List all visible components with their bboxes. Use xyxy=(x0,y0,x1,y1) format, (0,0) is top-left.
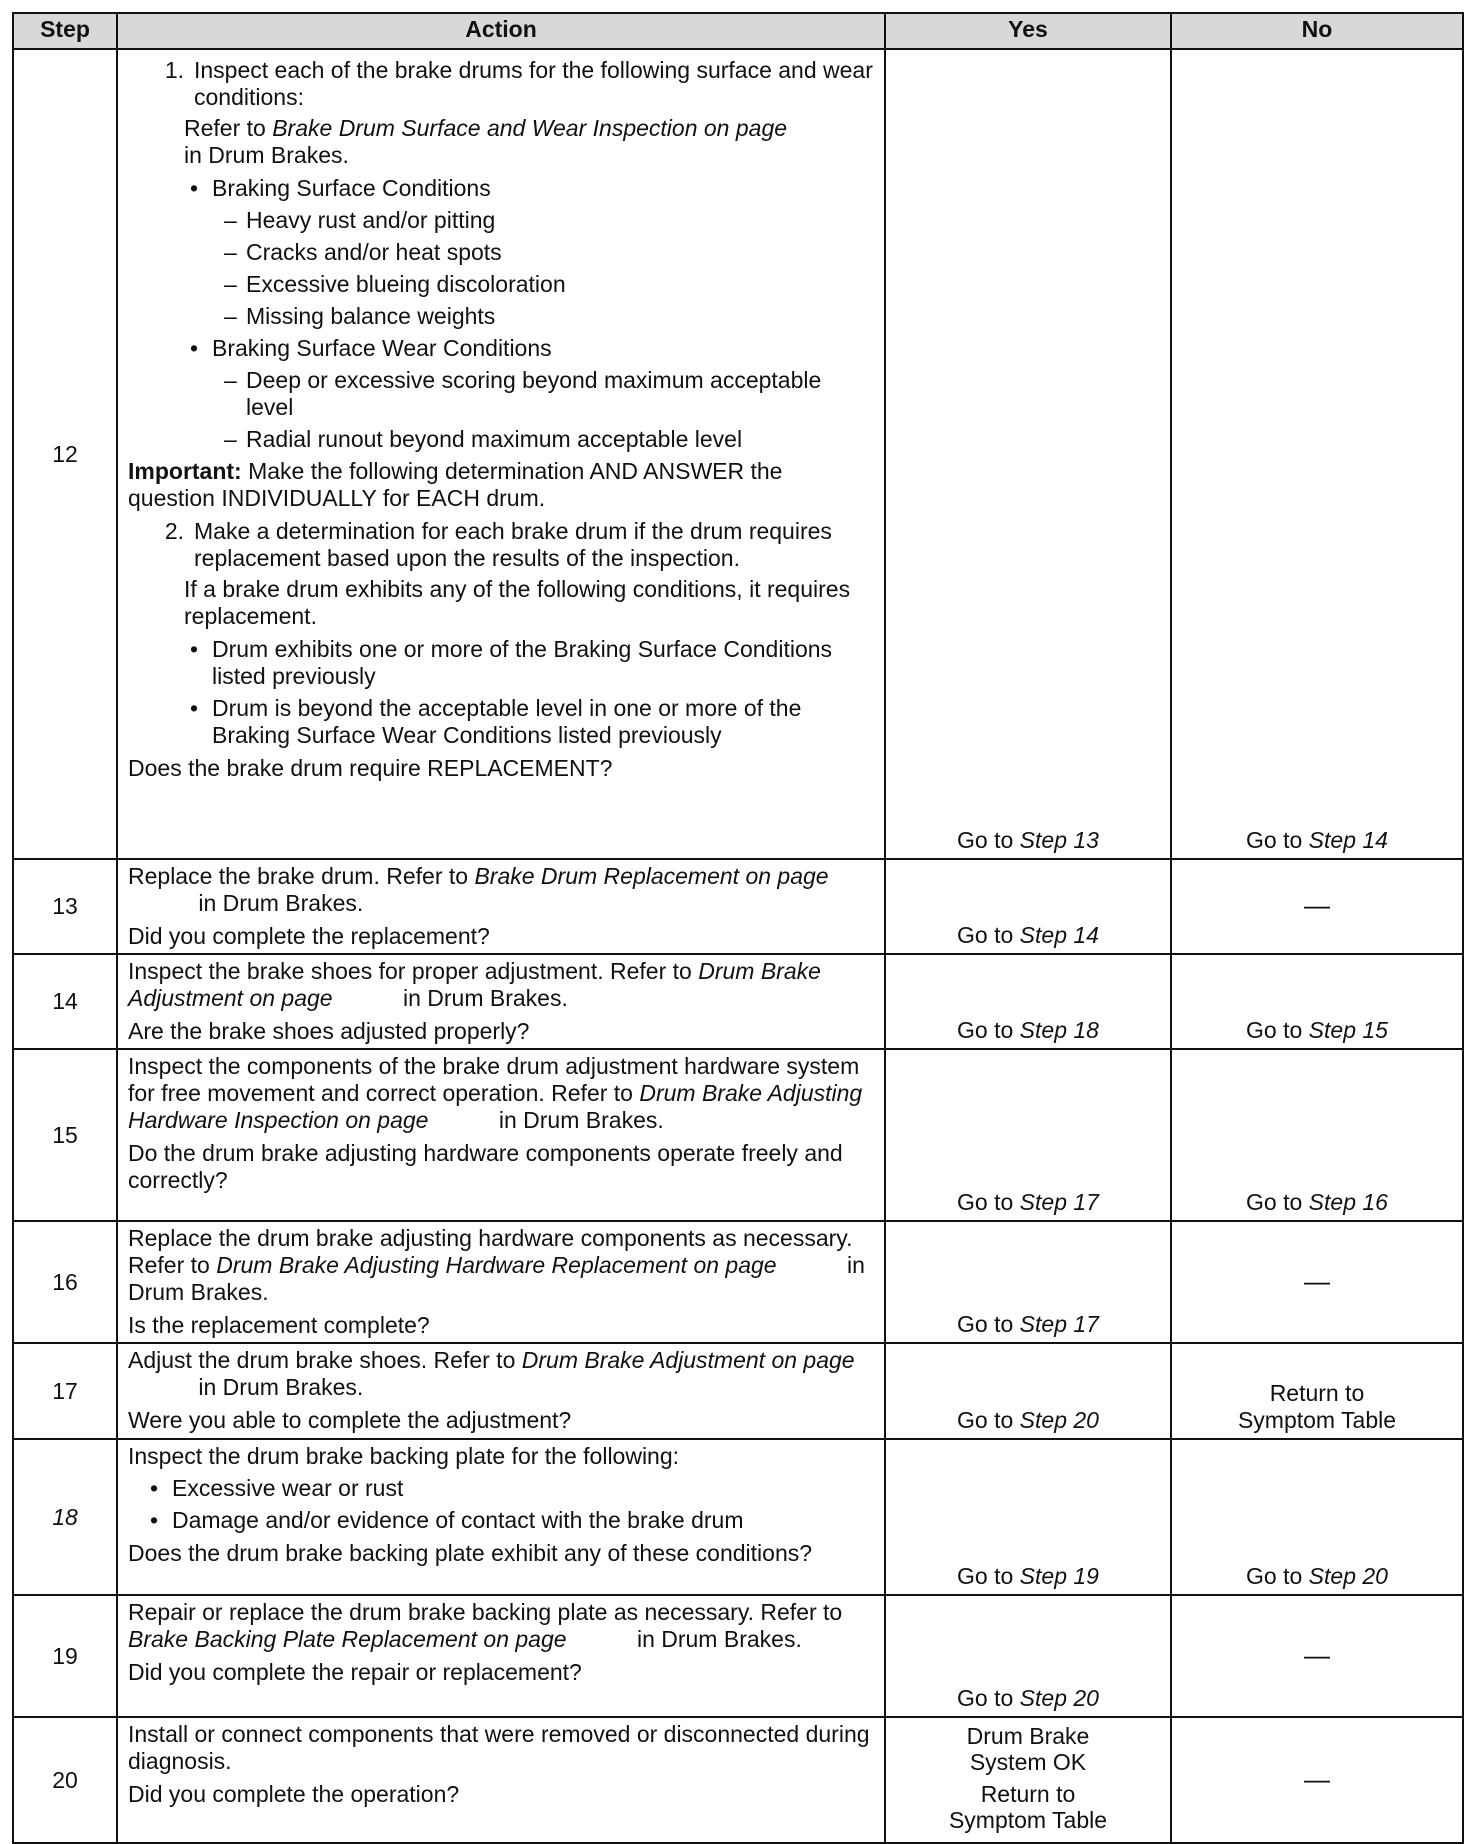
step-number: 17 xyxy=(13,1343,117,1439)
not-applicable-dash: — xyxy=(1304,1763,1330,1794)
action-cell xyxy=(117,1049,885,1221)
step-number: 12 xyxy=(13,49,117,859)
symptom-table-text[interactable]: Symptom Table xyxy=(1237,1407,1397,1433)
action-text: Install or connect components that were removed or disconnected during diagnosis. xyxy=(128,1721,870,1774)
step-number: 19 xyxy=(13,1595,117,1717)
numbered-item xyxy=(128,518,874,572)
no-cell xyxy=(1171,954,1463,1049)
system-ok-result xyxy=(896,1723,1160,1775)
dash-item: – Deep or excessive scoring beyond maximum acceptable level xyxy=(224,367,874,421)
no-cell xyxy=(1171,1439,1463,1595)
dash-text: Radial runout beyond maximum acceptable level xyxy=(246,426,743,452)
yes-cell xyxy=(885,1049,1171,1221)
dash-text: Deep or excessive scoring beyond maximum acceptable level xyxy=(246,367,822,420)
question: Were you able to complete the adjustment? xyxy=(128,1407,572,1433)
dash-text: Missing balance weights xyxy=(246,303,496,329)
refer-suffix: in Drum Brakes. xyxy=(184,142,349,168)
action-text: Inspect the brake shoes for proper adjustment. Refer to Drum Brake Adjustment on page in Drum Brakes. xyxy=(128,958,821,1011)
question: Do the drum brake adjusting hardware components operate freely and correctly? xyxy=(128,1140,843,1193)
goto-step-link[interactable]: Step 19 xyxy=(1019,1563,1099,1589)
goto-step-link[interactable]: Step 14 xyxy=(1308,827,1388,853)
goto-step-link[interactable]: Step 20 xyxy=(1019,1685,1099,1711)
table-row-step-18 xyxy=(13,1439,1463,1595)
item-number: 1. xyxy=(164,57,184,83)
question: Does the drum brake backing plate exhibit any of these conditions? xyxy=(128,1540,813,1566)
yes-cell xyxy=(885,859,1171,954)
yes-cell xyxy=(885,1717,1171,1843)
action-text: Inspect the drum brake backing plate for the following: xyxy=(128,1443,680,1469)
bullet-text: Drum is beyond the acceptable level in one or more of the Braking Surface Wear Conditions listed previously xyxy=(212,695,802,748)
action-cell xyxy=(117,1717,885,1843)
refer-prefix: Refer to xyxy=(184,115,266,141)
table-row-step-15 xyxy=(13,1049,1463,1221)
table-row-step-12 xyxy=(13,49,1463,859)
diagnostic-table xyxy=(12,12,1464,1844)
reference-link: Drum Brake Adjustment on page xyxy=(521,1347,855,1373)
yes-cell xyxy=(885,954,1171,1049)
table-row-step-16 xyxy=(13,1221,1463,1343)
item-number: 2. xyxy=(164,518,184,544)
table-row-step-20 xyxy=(13,1717,1463,1843)
dash-item: – Missing balance weights xyxy=(224,303,874,330)
goto-prefix: Go to xyxy=(957,1563,1014,1589)
question: Did you complete the operation? xyxy=(128,1781,460,1807)
goto-prefix: Go to xyxy=(1246,1563,1303,1589)
goto-prefix: Go to xyxy=(957,1685,1014,1711)
diagnostic-table-sheet xyxy=(12,12,1462,1844)
goto-step-link[interactable]: Step 16 xyxy=(1308,1189,1388,1215)
bullet-item: • Drum exhibits one or more of the Braking Surface Conditions listed previously xyxy=(190,636,874,690)
important-text: Make the following determination AND ANSWER the question INDIVIDUALLY for EACH drum. xyxy=(128,458,783,511)
not-applicable-dash: — xyxy=(1304,1265,1330,1296)
goto-prefix: Go to xyxy=(957,827,1014,853)
question: Did you complete the repair or replacement? xyxy=(128,1659,582,1685)
reference-link: Brake Drum Replacement on page xyxy=(474,863,829,889)
table-row-step-19 xyxy=(13,1595,1463,1717)
bullet-text: Excessive wear or rust xyxy=(172,1475,404,1501)
numbered-item xyxy=(128,57,874,111)
goto-step-link[interactable]: Step 17 xyxy=(1019,1189,1099,1215)
header-step: Step xyxy=(13,13,117,49)
bullet-text: Drum exhibits one or more of the Braking Surface Conditions listed previously xyxy=(212,636,833,689)
no-cell xyxy=(1171,1049,1463,1221)
result-line: Symptom Table xyxy=(948,1807,1108,1833)
no-cell xyxy=(1171,1343,1463,1439)
question: Is the replacement complete? xyxy=(128,1312,430,1338)
item-text: Make a determination for each brake drum if the drum requires replacement based upon the results of the inspection. xyxy=(194,518,832,571)
header-yes: Yes xyxy=(885,13,1171,49)
dash-item: – Excessive blueing discoloration xyxy=(224,271,874,298)
dash-item: – Cracks and/or heat spots xyxy=(224,239,874,266)
goto-prefix: Go to xyxy=(1246,1017,1303,1043)
yes-cell xyxy=(885,1221,1171,1343)
bullet-text: Braking Surface Conditions xyxy=(212,175,491,201)
goto-prefix: Go to xyxy=(957,922,1014,948)
item-paragraph: If a brake drum exhibits any of the following conditions, it requires replacement. xyxy=(184,576,851,629)
reference-link: Drum Brake Adjusting Hardware Inspection on page xyxy=(128,1080,863,1133)
goto-step-link[interactable]: Step 17 xyxy=(1019,1311,1099,1337)
result-line: System OK xyxy=(969,1749,1087,1775)
question: Did you complete the replacement? xyxy=(128,923,490,949)
no-cell xyxy=(1171,1595,1463,1717)
step-number: 15 xyxy=(13,1049,117,1221)
step-number: 16 xyxy=(13,1221,117,1343)
action-text: Repair or replace the drum brake backing plate as necessary. Refer to Brake Backing Plate Replacement on page in Drum Brakes. xyxy=(128,1599,843,1652)
not-applicable-dash: — xyxy=(1304,890,1330,920)
header-action: Action xyxy=(117,13,885,49)
bullet-item: • Braking Surface Conditions xyxy=(190,175,874,202)
reference-line xyxy=(184,115,874,169)
result-line: Drum Brake xyxy=(966,1723,1090,1749)
goto-step-link[interactable]: Step 14 xyxy=(1019,922,1099,948)
return-to-symptom-table[interactable] xyxy=(896,1781,1160,1833)
no-cell xyxy=(1171,1221,1463,1343)
no-cell xyxy=(1171,1717,1463,1843)
yes-cell xyxy=(885,1439,1171,1595)
result-line: Return to xyxy=(980,1781,1076,1807)
table-header-row xyxy=(13,13,1463,49)
goto-step-link[interactable]: Step 20 xyxy=(1019,1407,1099,1433)
reference-link: Drum Brake Adjustment on page xyxy=(128,958,821,1011)
important-note xyxy=(128,458,874,512)
step-number: 18 xyxy=(13,1439,117,1595)
goto-step-link[interactable]: Step 20 xyxy=(1308,1563,1388,1589)
bullet-item: • Excessive wear or rust xyxy=(150,1475,874,1502)
action-cell xyxy=(117,1343,885,1439)
goto-prefix: Go to xyxy=(1246,1189,1303,1215)
reference-link: Brake Backing Plate Replacement on page xyxy=(128,1626,567,1652)
step-number: 14 xyxy=(13,954,117,1049)
header-no: No xyxy=(1171,13,1463,49)
action-cell xyxy=(117,1221,885,1343)
no-cell xyxy=(1171,49,1463,859)
goto-step-link[interactable]: Step 13 xyxy=(1019,827,1099,853)
dash-text: Heavy rust and/or pitting xyxy=(246,207,496,233)
table-row-step-13 xyxy=(13,859,1463,954)
action-cell xyxy=(117,1595,885,1717)
not-applicable-dash: — xyxy=(1304,1639,1330,1670)
goto-prefix: Go to xyxy=(1246,827,1303,853)
step-number: 20 xyxy=(13,1717,117,1843)
yes-cell xyxy=(885,1343,1171,1439)
dash-item: – Heavy rust and/or pitting xyxy=(224,207,874,234)
table-row-step-14 xyxy=(13,954,1463,1049)
action-text: Inspect the components of the brake drum adjustment hardware system for free movement and correct operation. Refer to Drum Brake Adjusting Hardware Inspection on page in Drum Brakes. xyxy=(128,1053,863,1133)
question: Are the brake shoes adjusted properly? xyxy=(128,1018,530,1044)
action-text: Adjust the drum brake shoes. Refer to Drum Brake Adjustment on page in Drum Brakes. xyxy=(128,1347,855,1400)
bullet-text: Damage and/or evidence of contact with the brake drum xyxy=(172,1507,744,1533)
bullet-item: • Drum is beyond the acceptable level in one or more of the Braking Surface Wear Conditions listed previously xyxy=(190,695,874,749)
dash-text: Cracks and/or heat spots xyxy=(246,239,502,265)
action-cell xyxy=(117,1439,885,1595)
table-row-step-17 xyxy=(13,1343,1463,1439)
yes-cell xyxy=(885,49,1171,859)
bullet-text: Braking Surface Wear Conditions xyxy=(212,335,552,361)
goto-prefix: Go to xyxy=(957,1017,1014,1043)
dash-item: – Radial runout beyond maximum acceptable level xyxy=(224,426,874,453)
yes-cell xyxy=(885,1595,1171,1717)
bullet-item: • Braking Surface Wear Conditions xyxy=(190,335,874,362)
no-cell xyxy=(1171,859,1463,954)
return-to-text[interactable]: Return to xyxy=(1269,1380,1365,1406)
item-text: Inspect each of the brake drums for the following surface and wear conditions: xyxy=(194,57,873,110)
dash-text: Excessive blueing discoloration xyxy=(246,271,566,297)
important-label: Important: xyxy=(128,458,242,484)
action-text: Replace the drum brake adjusting hardware components as necessary. Refer to Drum Brake Adjusting Hardware Replacement on page in Drum Brakes. xyxy=(128,1225,865,1305)
goto-prefix: Go to xyxy=(957,1407,1014,1433)
action-cell xyxy=(117,954,885,1049)
reference-link: Drum Brake Adjusting Hardware Replacement on page xyxy=(216,1252,777,1278)
goto-step-link[interactable]: Step 18 xyxy=(1019,1017,1099,1043)
question: Does the brake drum require REPLACEMENT? xyxy=(128,755,613,781)
bullet-item: • Damage and/or evidence of contact with the brake drum xyxy=(150,1507,874,1534)
goto-prefix: Go to xyxy=(957,1189,1014,1215)
step-number: 13 xyxy=(13,859,117,954)
action-cell xyxy=(117,859,885,954)
action-text: Replace the brake drum. Refer to Brake Drum Replacement on page in Drum Brakes. xyxy=(128,863,829,916)
action-cell xyxy=(117,49,885,859)
reference-link: Brake Drum Surface and Wear Inspection on page xyxy=(272,115,788,141)
goto-step-link[interactable]: Step 15 xyxy=(1308,1017,1388,1043)
goto-prefix: Go to xyxy=(957,1311,1014,1337)
